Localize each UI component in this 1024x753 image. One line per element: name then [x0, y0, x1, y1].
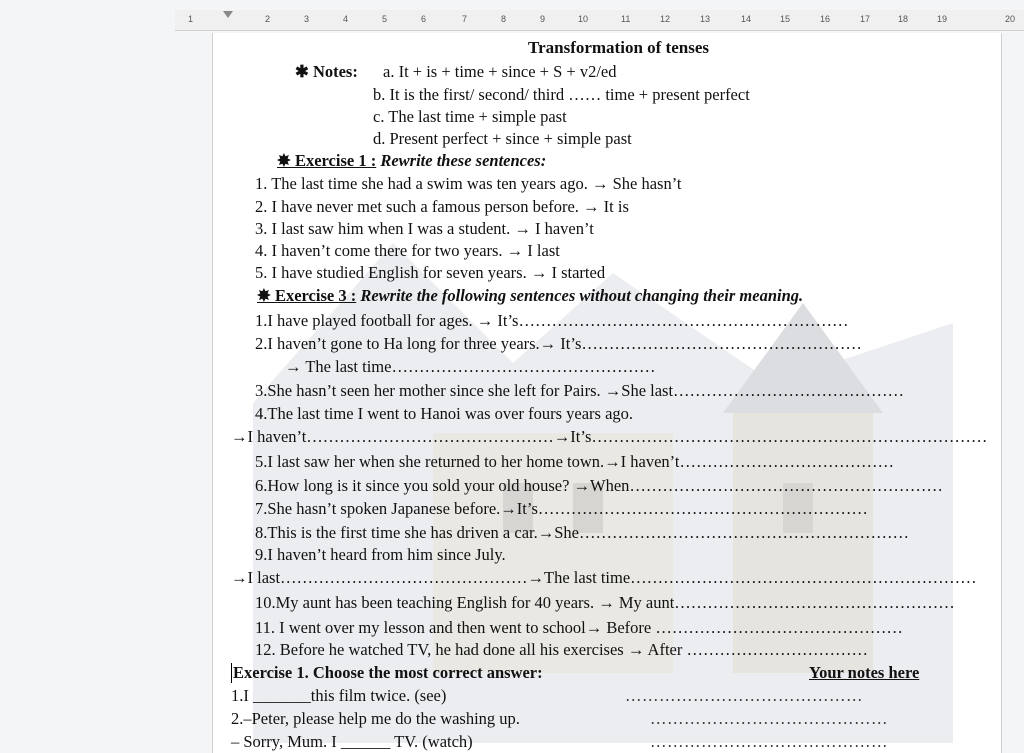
- exercise-1-item: 5. I have studied English for seven years. → I started: [255, 263, 606, 282]
- notes-dotted-line[interactable]: ……………………………………: [650, 709, 888, 728]
- indent-marker-icon[interactable]: [223, 11, 233, 18]
- ruler-number: 10: [578, 14, 589, 24]
- ruler-number: 15: [780, 14, 791, 24]
- exercise-1-label: ✸ Exercise 1 :: [277, 151, 377, 170]
- ruler-number: 7: [462, 14, 468, 24]
- horizontal-ruler[interactable]: [175, 10, 1024, 31]
- ruler-number: 8: [501, 14, 507, 24]
- exercise-3-line: 3.She hasn’t seen her mother since she left for Pairs. →She last……………………………………: [255, 381, 905, 400]
- document-page[interactable]: [212, 33, 1002, 753]
- your-notes-heading: Your notes here: [809, 663, 920, 682]
- exercise-3-line: 11. I went over my lesson and then went to school→ Before ………………………………………: [255, 618, 903, 637]
- exercise-3-instruction: Rewrite the following sentences without changing their meaning.: [360, 286, 804, 305]
- ruler-number: 12: [660, 14, 671, 24]
- exercise-3-line: 9.I haven’t heard from him since July.: [255, 545, 506, 564]
- exercise-3-line: 1.I have played football for ages. → It’s……………………………………………………: [255, 311, 849, 330]
- ruler-number: 13: [700, 14, 711, 24]
- choose-line: 2.–Peter, please help me do the washing up.: [231, 709, 520, 728]
- ruler-number: 14: [741, 14, 752, 24]
- exercise-3-label: ✸ Exercise 3 :: [257, 286, 357, 305]
- exercise-3-line: 2.I haven’t gone to Ha long for three years.→ It’s……………………………………………: [255, 334, 862, 353]
- note-c: c. The last time + simple past: [373, 107, 567, 126]
- exercise-3-line: 12. Before he watched TV, he had done all his exercises → After ……………………………: [255, 640, 868, 659]
- note-b: b. It is the first/ second/ third …… time + present perfect: [373, 85, 750, 104]
- ruler-number: 11: [621, 14, 631, 24]
- note-a: a. It + is + time + since + S + v2/ed: [383, 62, 617, 81]
- ruler-number: 1: [188, 14, 194, 24]
- exercise-3-line: →I haven’t………………………………………→It’s………………………………………………………………: [231, 427, 988, 446]
- exercise-1-item: 2. I have never met such a famous person before. → It is: [255, 197, 629, 216]
- exercise-1-heading: [277, 151, 546, 171]
- exercise-3-line: →I last………………………………………→The last time………………………………………………………: [231, 568, 977, 587]
- ruler-number: 4: [343, 14, 349, 24]
- exercise-1-instruction: Rewrite these sentences:: [380, 151, 547, 170]
- exercise-3-line: 7.She hasn’t spoken Japanese before.→It’s……………………………………………………: [255, 499, 868, 518]
- ruler-number: 6: [421, 14, 427, 24]
- exercise-3-heading: [257, 286, 803, 306]
- exercise-1-item: 1. The last time she had a swim was ten years ago. → She hasn’t: [255, 174, 682, 193]
- notes-dotted-line[interactable]: ……………………………………: [650, 732, 888, 751]
- exercise-3-line: → The last time…………………………………………: [285, 357, 656, 376]
- ruler-number: 16: [820, 14, 831, 24]
- ruler-number: 5: [382, 14, 388, 24]
- choose-line: 1.I _______this film twice. (see): [231, 686, 447, 705]
- choose-line: – Sorry, Mum. I ______ TV. (watch): [231, 732, 473, 751]
- document-title: Transformation of tenses: [528, 38, 709, 57]
- exercise-3-line: 8.This is the first time she has driven a car.→She……………………………………………………: [255, 523, 909, 542]
- note-d: d. Present perfect + since + simple past: [373, 129, 632, 148]
- notes-dotted-line[interactable]: ……………………………………: [625, 686, 863, 705]
- ruler-number: 2: [265, 14, 271, 24]
- exercise-1-item: 4. I haven’t come there for two years. → I last: [255, 241, 560, 260]
- ruler-number: 9: [540, 14, 546, 24]
- ruler-number: 20: [1005, 14, 1016, 24]
- exercise-3-line: 6.How long is it since you sold your old house? →When…………………………………………………: [255, 476, 943, 495]
- exercise-3-line: 10.My aunt has been teaching English for 40 years. → My aunt……………………………………………: [255, 593, 955, 612]
- exercise-3-line: 5.I last saw her when she returned to her home town.→I haven’t…………………………………: [255, 452, 894, 471]
- ruler-number: 17: [860, 14, 871, 24]
- ruler-number: 3: [304, 14, 310, 24]
- ruler-number: 19: [937, 14, 948, 24]
- exercise-3-line: 4.The last time I went to Hanoi was over fours years ago.: [255, 404, 634, 423]
- choose-answer-heading: Exercise 1. Choose the most correct answer:: [233, 663, 543, 682]
- ruler-number: 18: [898, 14, 909, 24]
- notes-label: ✱ Notes:: [295, 62, 358, 81]
- exercise-1-item: 3. I last saw him when I was a student. → I haven’t: [255, 219, 594, 238]
- text-cursor: [231, 663, 232, 683]
